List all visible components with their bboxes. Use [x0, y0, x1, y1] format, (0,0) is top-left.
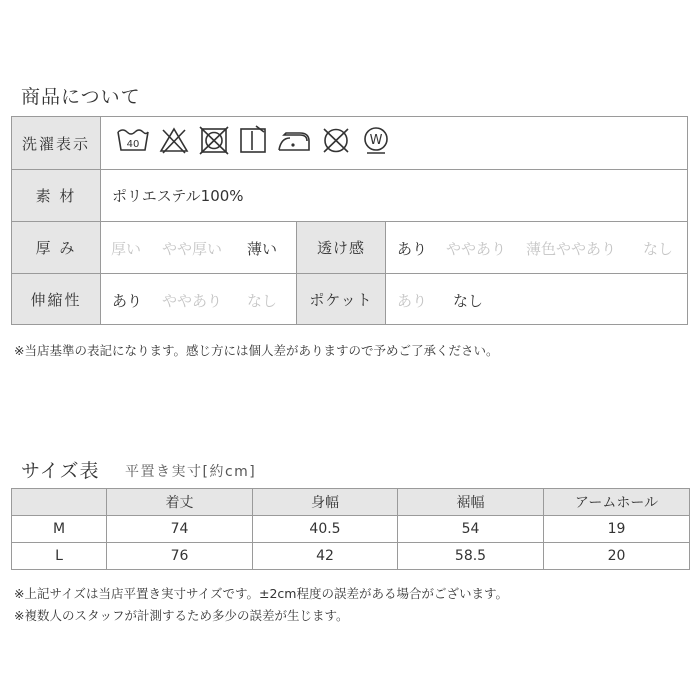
- material-value: ポリエステル100%: [112, 187, 244, 205]
- wash-icons: [116, 124, 392, 156]
- stretch-label: 伸縮性: [12, 274, 100, 324]
- table-row: [12, 543, 690, 570]
- size-cell: 42: [253, 543, 398, 570]
- size-header-row: [12, 489, 690, 516]
- size-cell: 40.5: [253, 516, 398, 543]
- no-dry-clean-icon: [320, 124, 352, 156]
- sheer-option: ややあり: [446, 240, 507, 258]
- wash-40-icon: [116, 124, 150, 156]
- product-info-table: [11, 116, 688, 325]
- iron-low-icon: [276, 124, 312, 156]
- no-bleach-icon: [158, 124, 190, 156]
- product-note: ※当店基準の表記になります。感じ方には個人差がありますので予めご了承ください。: [14, 343, 499, 358]
- thickness-option: 厚い: [111, 240, 142, 258]
- thickness-option-selected: 薄い: [247, 240, 278, 258]
- table-row: [12, 516, 690, 543]
- size-name: L: [12, 543, 107, 570]
- size-col-header: [12, 489, 107, 516]
- size-cell: 58.5: [398, 543, 544, 570]
- svg-text:W: W: [369, 133, 383, 148]
- size-name: M: [12, 516, 107, 543]
- svg-text:40: 40: [126, 139, 140, 150]
- no-tumble-dry-icon: [198, 124, 230, 156]
- size-col-header: 着丈: [107, 489, 253, 516]
- size-note-1: ※上記サイズは当店平置き実寸サイズです。±2cm程度の誤差がある場合がございます。: [14, 586, 508, 601]
- line-dry-icon: [238, 124, 268, 156]
- size-heading: サイズ表: [21, 460, 100, 482]
- size-table: [11, 488, 690, 570]
- size-cell: 54: [398, 516, 544, 543]
- stretch-option: なし: [247, 292, 278, 310]
- sheer-option-selected: あり: [397, 240, 428, 258]
- sheer-option: なし: [643, 240, 674, 258]
- size-cell: 19: [544, 516, 690, 543]
- wet-clean-icon: [360, 124, 392, 156]
- size-col-header: 身幅: [253, 489, 398, 516]
- thickness-label: 厚 み: [12, 222, 100, 273]
- size-col-header: アームホール: [544, 489, 690, 516]
- size-subheading: 平置き実寸[約cm]: [125, 464, 257, 480]
- size-note-2: ※複数人のスタッフが計測するため多少の誤差が生じます。: [14, 608, 349, 623]
- sheer-option: 薄色ややあり: [526, 240, 617, 258]
- stretch-option-selected: あり: [112, 292, 143, 310]
- size-cell: 76: [107, 543, 253, 570]
- wash-label: 洗濯表示: [12, 117, 100, 169]
- pocket-option: あり: [397, 292, 428, 310]
- size-cell: 74: [107, 516, 253, 543]
- thickness-option: やや厚い: [162, 240, 223, 258]
- pocket-label: ポケット: [297, 274, 385, 324]
- material-label: 素 材: [12, 170, 100, 221]
- product-heading: 商品について: [21, 86, 141, 108]
- stretch-option: ややあり: [162, 292, 223, 310]
- size-cell: 20: [544, 543, 690, 570]
- size-col-header: 裾幅: [398, 489, 544, 516]
- pocket-option-selected: なし: [453, 292, 484, 310]
- sheer-label: 透け感: [297, 222, 385, 273]
